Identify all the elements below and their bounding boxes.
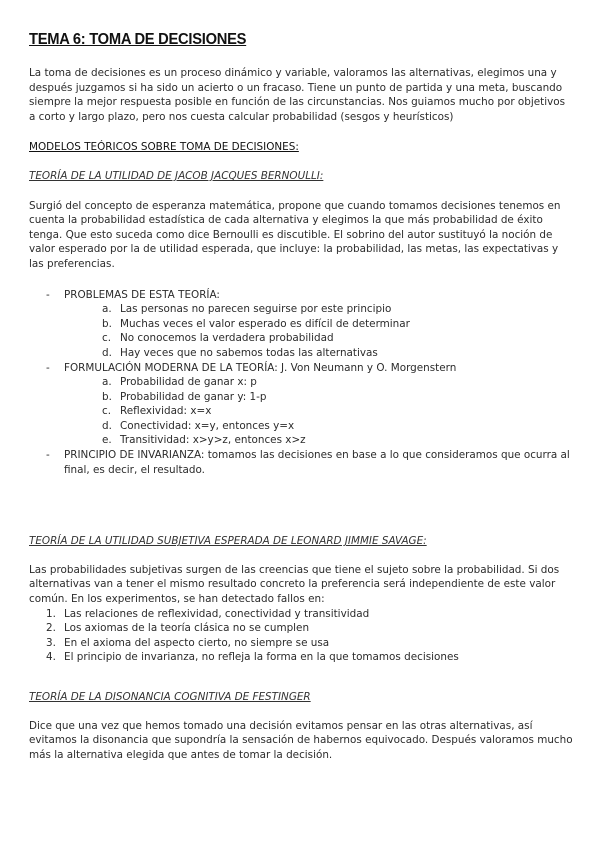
section-heading: MODELOS TEÓRICOS SOBRE TOMA DE DECISIONES: — [29, 141, 299, 154]
list-item-label: FORMULACIÓN MODERNA DE LA TEORÍA: J. Von Neumann y O. Morgenstern — [64, 361, 457, 374]
list-item: c. Reflexividad: x=x — [102, 405, 212, 418]
list-item: 1. Las relaciones de reflexividad, conectividad y transitividad — [46, 607, 370, 620]
list-item-label: PRINCIPIO DE INVARIANZA: tomamos las decisiones en base a lo que consideramos que ocurra al final, es decir, el resultado. — [64, 449, 570, 476]
list-item-modern-formulation — [29, 361, 574, 449]
list-item: 3. En el axioma del aspecto cierto, no siempre se usa — [46, 636, 330, 649]
list-item-problems — [29, 288, 574, 361]
festinger-heading: TEORÍA DE LA DISONANCIA COGNITIVA DE FESTINGER — [29, 691, 311, 703]
list-item-invariance — [29, 448, 574, 477]
list-item: d. Hay veces que no sabemos todas las alternativas — [102, 346, 378, 359]
bernoulli-heading: TEORÍA DE LA UTILIDAD DE JACOB JACQUES BERNOULLI: — [29, 169, 324, 182]
problems-sublist — [64, 302, 574, 360]
bernoulli-list — [29, 288, 574, 478]
savage-list — [29, 607, 574, 665]
list-item: c. No conocemos la verdadera probabilidad — [102, 332, 334, 345]
savage-paragraph: Las probabilidades subjetivas surgen de las creencias que tiene el sujeto sobre la probabilidad. Si dos alternativas van a tener el mismo resultado concreto la preferencia será independiente de este valor común. En los experimentos, se han detectado fallos en: — [29, 563, 560, 606]
modern-formulation-sublist — [64, 375, 574, 448]
intro-paragraph: La toma de decisiones es un proceso dinámico y variable, valoramos las alternativas, elegimos una y después juzgamos si ha sido un acierto o un fracaso. Tiene un punto de partida y una meta, buscando siempre la mejor respuesta posible en función de las circunstancias. Nos guiamos mucho por objetivos a corto y largo plazo, pero nos cuesta calcular probabilidad (sesgos y heurísticos) — [29, 67, 566, 123]
list-item: a. Las personas no parecen seguirse por este principio — [102, 303, 392, 316]
list-item: e. Transitividad: x>y>z, entonces x>z — [102, 434, 306, 447]
list-item: d. Conectividad: x=y, entonces y=x — [102, 419, 295, 432]
page-title: TEMA 6: TOMA DE DECISIONES — [29, 31, 247, 48]
list-item: 2. Los axiomas de la teoría clásica no se cumplen — [46, 622, 310, 635]
list-item: b. Probabilidad de ganar y: 1-p — [102, 390, 267, 403]
document-page — [29, 30, 574, 762]
list-item-label: PROBLEMAS DE ESTA TEORÍA: — [64, 288, 220, 301]
list-item: a. Probabilidad de ganar x: p — [102, 376, 257, 389]
bernoulli-paragraph: Surgió del concepto de esperanza matemática, propone que cuando tomamos decisiones tenemos en cuenta la probabilidad estadística de cada alternativa y elegimos la que más probabilidad de éxito tenga. Que esto suceda como dice Bernoulli es discutible. El sobrino del autor sustituyó la noción de valor esperado por la de utilidad esperada, que incluye: la probabilidad, las metas, las expectativas y las preferencias. — [29, 199, 561, 270]
festinger-paragraph: Dice que una vez que hemos tomado una decisión evitamos pensar en las otras alternativas, así evitamos la disonancia que supondría la sensación de habernos equivocado. Después valoramos mucho más la alternativa elegida que antes de tomar la decisión. — [29, 719, 573, 761]
savage-heading: TEORÍA DE LA UTILIDAD SUBJETIVA ESPERADA DE LEONARD JIMMIE SAVAGE: — [29, 535, 427, 548]
list-item: 4. El principio de invarianza, no refleja la forma en la que tomamos decisiones — [46, 651, 459, 664]
list-item: b. Muchas veces el valor esperado es difícil de determinar — [102, 317, 410, 330]
